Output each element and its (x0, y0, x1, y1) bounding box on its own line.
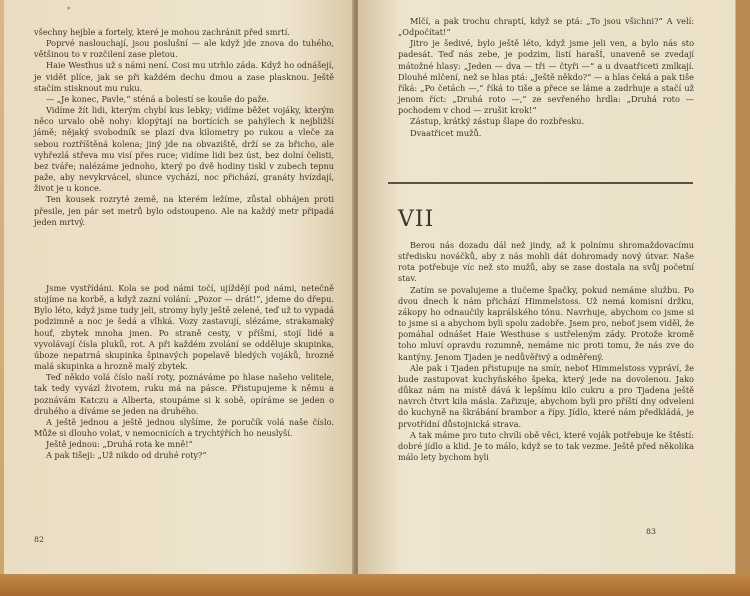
table-surface (0, 574, 750, 596)
paragraph: Ten kousek rozryté země, na kterém ležíme, zůstal obhájen proti přesile, jen pár set metrů bylo odstoupeno. Ale na každý metr připadá jeden mrtvý. (34, 194, 334, 227)
paragraph: Jitro je šedivé, bylo ještě léto, když jsme jeli ven, a bylo nás sto padesát. Teď nás zebe, je podzim, listí harašÍ, unaveně se zvedají mátožné hlasy: „Jeden — dva — tři — čtyři —“ a u dvaatřiceti zmlkají. Dlouhé mlčení, než se hlas ptá: „Ještě někdo?“ — a hlas čeká a pak tiše říká: „Po četách —,“ říká to tiše a přece se láme a zadrhuje a stačí už jenom říct: „Druhá roto —,“ ze sevřeného hrdla: „Druhá roto — pochodem v chod — zrušit krok!“ (398, 38, 694, 116)
paragraph: Mlčí, a pak trochu chraptí, když se ptá: „To jsou všichni?“ A velí: „Odpočítat!“ (398, 16, 694, 38)
paragraph: Berou nás dozadu dál než jindy, až k polnímu shromaždovacímu středisku nováčků, aby z nás mohli dát dohromady nový útvar. Naše rota potřebuje víc než sto mužů, aby se zase dostala na svůj početní stav. (398, 240, 694, 284)
chapter-rule (388, 182, 693, 184)
paragraph: — „Je konec, Pavle,“ sténá a bolestí se kouše do paže. (46, 93, 270, 104)
paragraph: všechny hejble a fortely, které je mohou zachránit před smrtí. (34, 27, 290, 37)
paragraph: Zatím se povalujeme a tlučeme špačky, pokud nemáme službu. Po dvou dnech k nám přichází Himmelstoss. Už nemá komisní držku, zákopy ho odnaučily kaprálského tónu. Navrhuje, abychom co jsme si to jsme si a abychom byli spolu zadobře. Jsem pro, neboť jsem viděl, že pomáhal odnášet Haie Westhuse s ustřeleným zády. Protože kromě toho mluví opravdu rozumně, nemáme nic proti tomu, že nás zve do kantýny. Jenom Tjaden je nedůvěřivý a odměřený. (398, 284, 694, 362)
paragraph: Dvaatřicet mužů. (410, 127, 482, 138)
right-text-block-2 (398, 240, 694, 463)
left-text-block-2 (34, 283, 334, 462)
paragraph: Ale pak i Tjaden přistupuje na smír, neboť Himmelstoss vypráví, že bude zastupovat kuchyňského špeka, který jede na dovolenou. Jako důkaz nám na místě dává k lepšímu kilo cukru a pro Tjadena ještě navrch čtvrt kila másla. Zařizuje, abychom byli pro příští dny odveleni do kuchyně na škrábání brambor a řípy. Jídlo, které nám předkládá, je prvotřídní důstojnická strava. (398, 362, 694, 429)
paragraph: Vidíme žít lidi, kterým chybí kus lebky; vidíme běžet vojáky, kterým něco urvalo obě nohy: klopýtají na bortících se pahýlech k nejbližší jámě; nějaký svobodník se plazí dva kilometry po rukou a vleče za sebou roztříštěná kolena; jiný jde na obvaziště, drží se za břicho, ale vyhřezlá střeva mu visí přes ruce; vidíme lidi bez úst, bez dolní čelisti, bez tváře; nalézáme jednoho, který po dvě hodiny tiskl v zubech tepnu paže, aby nevykrvácel, slunce vychází, noc přichází, granáty hvízdají, život je u konce. (34, 105, 334, 194)
top-mark: * (67, 6, 71, 14)
paragraph: Jsme vystřídáni. Kola se pod námi točí, ujíždějí pod námi, netečně stojíme na korbě, a když zazní volání: „Pozor — drát!“, jdeme do dřepu. Bylo léto, když jsme tudy jeli, stromy byly ještě zelené, teď už to vypadá podzimně a noc je šedá a vlhká. Vozy zastavují, slézáme, strakamaký houf, zbytek mnoha jmen. Po straně cesty, v příšmí, stojí lidé a vyvolávají čísla pluků, rot. A při každém zvolání se odděluje skupinka, úboze nepatrná skupinka špinavých popelavě bledých vojáků, hrozně malá skupinka a hrozně malý zbytek. (34, 283, 334, 372)
left-page (4, 0, 356, 578)
paragraph: Poprvé naslouchají, jsou poslušní — ale když jde znova do tuhého, většinou to v rozčilení zase pletou. (34, 38, 334, 60)
paragraph: Ještě jednou: „Druhá rota ke mně!“ (46, 439, 193, 450)
paragraph: Teď někdo volá číslo naší roty, poznáváme po hlase našeho velitele, tak tedy vyvázl životem, ruku má na pásce. Přistupujeme k němu a poznávám Katczu a Alberta, stoupáme si k sobě, opíráme se jeden o druhého a díváme se jeden na druhého. (34, 372, 334, 416)
chapter-heading: VII (398, 207, 435, 232)
paragraph: A tak máme pro tuto chvíli obě věci, které voják potřebuje ke štěstí: dobré jídlo a klid. Je to málo, když se to tak vezme. Ještě před několika málo lety bychom byli (398, 429, 694, 462)
right-text-block-1 (398, 16, 694, 139)
left-text-block-1 (34, 27, 334, 228)
book-edge (736, 0, 750, 596)
paragraph: Haie Westhus už s námi není. Cosi mu utrhlo záda. Když ho odnášejí, je vidět plíce, jak se při každém dechu dmou a zase plasknou. Ještě stačím stisknout mu ruku. (34, 60, 334, 93)
paragraph: Zástup, krátký zástup šlape do rozbřesku. (410, 116, 585, 127)
right-page (358, 0, 735, 578)
page-number-right: 83 (646, 527, 656, 536)
page-number-left: 82 (34, 535, 44, 544)
paragraph: A ještě jednou a ještě jednou slyšíme, že poručík volá naše číslo. Může si dlouho volat, v nemocnicích a trychtýřích ho neuslyší. (34, 416, 334, 439)
paragraph: A pak tišeji: „Už nikdo od druhé roty?“ (46, 450, 207, 461)
